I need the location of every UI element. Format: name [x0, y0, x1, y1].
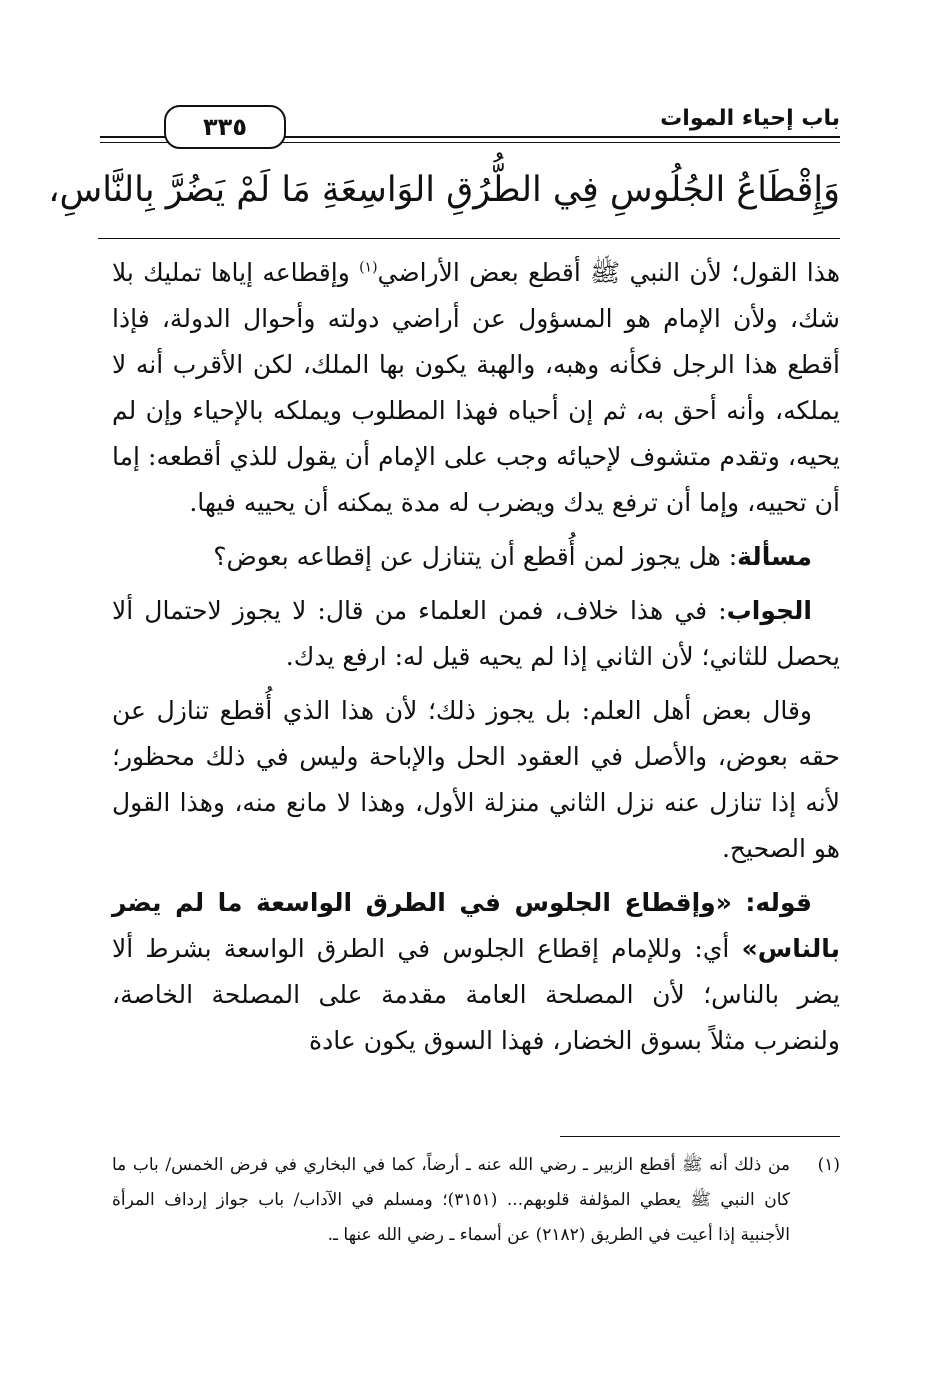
footnote-item	[112, 1148, 840, 1253]
footnote-divider	[560, 1136, 840, 1137]
commentary-body	[112, 250, 840, 1072]
question-text: : هل يجوز لمن أُقطع أن يتنازل عن إقطاعه بعوض؟	[213, 542, 738, 571]
paragraph-1	[112, 250, 840, 526]
paragraph-1-text-b: وإقطاعه إياها تمليك بلا شك، ولأن الإمام هو المسؤول عن أراضي دولته وأحوال الدولة، فإذا أقطع هذا الرجل فكأنه وهبه، والهبة يكون بها الملك، لكن الأقرب أنه لا يملكه، وأنه أحق به، ثم إن أحياه فهذا المطلوب ويملكه بالإحياء وإن لم يحيه، وتقدم متشوف لإحيائه وجب على الإمام أن يقول للذي أقطعه: إما أن تحييه، وإما أن ترفع يدك ويضرب له مدة يمكنه أن يحييه فيها.	[112, 258, 840, 517]
answer-label: الجواب	[726, 596, 812, 625]
question-label: مسألة	[737, 542, 812, 571]
matn-line: وَإِقْطَاعُ الجُلُوسِ فِي الطُّرُقِ الوَاسِعَةِ مَا لَمْ يَضُرَّ بِالنَّاسِ،	[48, 170, 840, 210]
paragraph-question	[112, 534, 840, 580]
answer-text: : في هذا خلاف، فمن العلماء من قال: لا يجوز لاحتمال ألا يحصل للثاني؛ لأن الثاني إذا لم يحيه قيل له: ارفع يدك.	[112, 596, 840, 671]
paragraph-4: وقال بعض أهل العلم: بل يجوز ذلك؛ لأن هذا الذي أُقطع تنازل عن حقه بعوض، والأصل في العقود الحل والإباحة وليس في ذلك محظور؛ لأنه إذا تنازل عنه نزل الثاني منزلة الأول، وهذا لا مانع منه، وهذا القول هو الصحيح.	[112, 696, 840, 863]
footnote-text: من ذلك أنه ﷺ أقطع الزبير ـ رضي الله عنه ـ أرضاً، كما في البخاري في فرض الخمس/ باب ما كان النبي ﷺ يعطي المؤلفة قلوبهم... (٣١٥١)؛ ومسلم في الآداب/ باب جواز إرداف المرأة الأجنبية إذا أعيت في الطريق (٢١٨٢) عن أسماء ـ رضي الله عنها ـ.	[112, 1155, 790, 1245]
page-number: ٣٣٥	[164, 105, 286, 149]
matn-divider	[98, 238, 840, 239]
paragraph-1-text-a: هذا القول؛ لأن النبي ﷺ أقطع بعض الأراضي	[377, 258, 840, 287]
footnotes	[112, 1148, 840, 1253]
footnote-marker: (١)	[817, 1155, 840, 1175]
footnote-ref: (١)	[359, 259, 378, 276]
running-header	[100, 98, 840, 150]
paragraph-quote	[112, 880, 840, 1064]
paragraph-answer	[112, 588, 840, 680]
quote-label: قوله: «وإقطاع الجلوس في الطرق الواسعة ما لم يضر بالناس»	[112, 888, 840, 963]
running-title: باب إحياء الموات	[660, 106, 840, 131]
quote-text: أي: وللإمام إقطاع الجلوس في الطرق الواسعة بشرط ألا يضر بالناس؛ لأن المصلحة العامة مقدمة على المصلحة الخاصة، ولنضرب مثلاً بسوق الخضار، فهذا السوق يكون عادة	[112, 934, 840, 1055]
